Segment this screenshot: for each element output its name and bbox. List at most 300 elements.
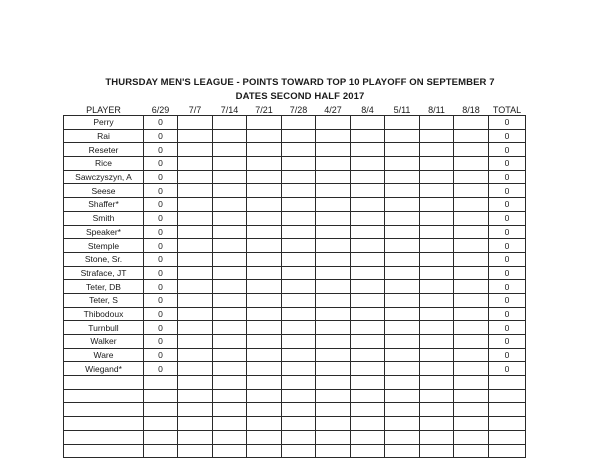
points-cell [351,444,385,458]
points-cell [213,307,247,321]
column-header-date: 7/14 [220,105,239,115]
total-cell [489,376,526,390]
column-header-player: PLAYER [86,105,121,115]
points-cell [351,225,385,239]
points-cell [351,417,385,431]
points-cell [178,252,213,266]
points-cell [351,280,385,294]
points-cell [247,170,282,184]
points-cell: 0 [144,348,178,362]
points-cell [213,335,247,349]
points-cell [213,170,247,184]
points-cell [282,239,316,253]
player-name-cell [64,444,144,458]
points-cell [178,362,213,376]
points-cell [351,403,385,417]
table-row [64,225,526,239]
points-cell [213,348,247,362]
points-cell [178,417,213,431]
player-name-cell: Seese [64,184,144,198]
points-cell [213,129,247,143]
total-cell: 0 [489,211,526,225]
points-cell [454,198,489,212]
points-cell [144,376,178,390]
points-cell [385,252,420,266]
total-cell: 0 [489,280,526,294]
points-cell [385,417,420,431]
table-row [64,129,526,143]
points-cell [316,293,351,307]
column-header-date: 7/28 [289,105,308,115]
points-cell [213,116,247,130]
points-cell [351,430,385,444]
points-cell [420,252,454,266]
player-name-cell: Teter, S [64,293,144,307]
points-cell [282,321,316,335]
points-cell [213,143,247,157]
points-cell [454,307,489,321]
table-row [64,211,526,225]
total-cell: 0 [489,239,526,253]
points-cell [178,157,213,171]
points-cell [351,321,385,335]
points-cell [213,430,247,444]
points-cell [316,266,351,280]
points-cell [351,266,385,280]
points-cell [351,184,385,198]
sheet-subtitle: DATES SECOND HALF 2017 [235,91,365,102]
points-cell [247,444,282,458]
points-cell [178,389,213,403]
points-cell: 0 [144,116,178,130]
points-cell [178,321,213,335]
player-name-cell: Straface, JT [64,266,144,280]
points-cell [247,417,282,431]
points-cell [385,280,420,294]
points-cell: 0 [144,129,178,143]
points-cell [316,116,351,130]
points-cell [213,362,247,376]
total-cell: 0 [489,116,526,130]
points-cell: 0 [144,362,178,376]
points-cell [351,389,385,403]
points-cell [454,293,489,307]
points-cell [420,362,454,376]
points-cell [247,129,282,143]
player-name-cell [64,430,144,444]
player-name-cell: Turnbull [64,321,144,335]
points-cell: 0 [144,252,178,266]
total-cell: 0 [489,129,526,143]
points-cell [178,116,213,130]
points-cell [316,348,351,362]
player-name-cell [64,376,144,390]
points-cell [454,157,489,171]
points-cell [420,143,454,157]
points-cell [420,211,454,225]
points-cell [385,211,420,225]
player-name-cell [64,389,144,403]
points-cell [247,321,282,335]
player-name-cell: Thibodoux [64,307,144,321]
points-cell [178,293,213,307]
points-cell [420,184,454,198]
points-cell [351,143,385,157]
points-cell [454,362,489,376]
points-cell [247,348,282,362]
table-row [64,335,526,349]
points-cell [178,225,213,239]
points-cell [316,129,351,143]
points-cell [213,321,247,335]
player-name-cell: Speaker* [64,225,144,239]
points-table [63,102,526,458]
points-cell [385,362,420,376]
points-cell [282,403,316,417]
points-cell [247,362,282,376]
total-cell: 0 [489,170,526,184]
points-cell [282,362,316,376]
points-cell [247,335,282,349]
points-cell [351,129,385,143]
player-name-cell: Ware [64,348,144,362]
points-cell: 0 [144,143,178,157]
points-cell [247,157,282,171]
points-cell [420,266,454,280]
points-cell [420,170,454,184]
points-cell [385,266,420,280]
points-cell [144,444,178,458]
points-cell [454,170,489,184]
total-cell [489,389,526,403]
player-name-cell [64,417,144,431]
points-cell [247,198,282,212]
points-cell [385,184,420,198]
points-cell [351,239,385,253]
points-cell [247,403,282,417]
points-cell [385,403,420,417]
player-name-cell: Reseter [64,143,144,157]
table-row [64,430,526,444]
points-cell [316,211,351,225]
points-cell [351,376,385,390]
points-cell [454,280,489,294]
points-cell [454,335,489,349]
points-cell [420,225,454,239]
points-cell: 0 [144,307,178,321]
points-cell [178,129,213,143]
points-cell [213,376,247,390]
points-cell [213,239,247,253]
points-cell: 0 [144,266,178,280]
total-cell: 0 [489,362,526,376]
points-cell [454,143,489,157]
points-cell [385,376,420,390]
points-cell [454,116,489,130]
points-cell [420,376,454,390]
points-cell [282,389,316,403]
points-cell [213,417,247,431]
points-cell [385,348,420,362]
points-cell: 0 [144,211,178,225]
table-row [64,293,526,307]
points-cell [316,389,351,403]
points-cell [213,184,247,198]
points-cell [454,239,489,253]
points-cell [316,403,351,417]
column-header-date: 7/7 [188,105,202,115]
points-cell [144,403,178,417]
points-cell [282,157,316,171]
points-cell [316,198,351,212]
points-cell [420,116,454,130]
points-cell [247,430,282,444]
points-cell [247,376,282,390]
points-cell [282,444,316,458]
points-cell [247,252,282,266]
points-cell [178,280,213,294]
total-cell: 0 [489,157,526,171]
points-cell [282,225,316,239]
points-cell [316,239,351,253]
points-cell [454,184,489,198]
points-cell [282,376,316,390]
points-cell [213,225,247,239]
points-cell [420,335,454,349]
points-cell [282,129,316,143]
table-row [64,143,526,157]
total-cell [489,417,526,431]
total-cell [489,444,526,458]
points-cell [282,211,316,225]
points-cell [454,252,489,266]
points-cell [420,307,454,321]
points-cell [282,293,316,307]
table-row [64,444,526,458]
table-row [64,252,526,266]
points-cell [420,430,454,444]
table-row [64,362,526,376]
points-cell [144,389,178,403]
points-cell [385,389,420,403]
player-name-cell: Stemple [64,239,144,253]
points-cell [420,280,454,294]
points-cell [454,266,489,280]
table-row [64,170,526,184]
points-cell [213,403,247,417]
points-cell [454,444,489,458]
points-cell [385,307,420,321]
table-row [64,348,526,362]
points-cell [213,293,247,307]
table-row [64,116,526,130]
points-cell [282,116,316,130]
points-cell [385,430,420,444]
table-row [64,417,526,431]
points-cell [385,170,420,184]
points-cell [282,280,316,294]
points-cell: 0 [144,293,178,307]
points-cell: 0 [144,280,178,294]
points-cell [247,225,282,239]
points-cell [178,403,213,417]
points-cell [351,293,385,307]
points-cell [454,403,489,417]
points-cell [385,157,420,171]
player-name-cell: Rice [64,157,144,171]
points-cell [454,225,489,239]
points-cell [178,198,213,212]
points-cell [178,376,213,390]
column-header-date: 8/11 [428,105,445,115]
points-cell [247,280,282,294]
points-cell [282,348,316,362]
points-cell [316,184,351,198]
points-cell [247,116,282,130]
column-header-date: 4/27 [324,105,342,115]
column-header-date: 6/29 [151,105,170,115]
points-cell: 0 [144,321,178,335]
points-cell [247,211,282,225]
points-cell [282,143,316,157]
points-cell: 0 [144,335,178,349]
points-cell [420,239,454,253]
points-cell [420,129,454,143]
points-cell [213,444,247,458]
points-cell [178,430,213,444]
points-cell [178,184,213,198]
points-cell [351,211,385,225]
points-cell [213,211,247,225]
points-cell [385,321,420,335]
points-cell [178,211,213,225]
points-cell [351,170,385,184]
points-cell: 0 [144,184,178,198]
points-cell [213,280,247,294]
column-header-date: 5/11 [393,105,411,115]
header-row [64,102,526,116]
points-cell [420,444,454,458]
table-row [64,280,526,294]
points-cell [385,129,420,143]
points-cell [316,307,351,321]
points-cell [178,335,213,349]
column-header-date: 7/21 [255,105,273,115]
points-cell [178,266,213,280]
points-cell [178,239,213,253]
points-cell [454,348,489,362]
player-name-cell: Smith [64,211,144,225]
points-cell [385,116,420,130]
points-cell [282,184,316,198]
points-cell [247,184,282,198]
points-cell [420,403,454,417]
points-cell [420,198,454,212]
table-row [64,266,526,280]
points-cell [316,143,351,157]
total-cell: 0 [489,307,526,321]
points-cell [282,335,316,349]
total-cell: 0 [489,143,526,157]
points-cell: 0 [144,225,178,239]
player-name-cell: Shaffer* [64,198,144,212]
points-cell [454,129,489,143]
table-row [64,376,526,390]
points-cell [454,211,489,225]
points-cell [178,307,213,321]
points-cell [247,389,282,403]
points-cell [385,293,420,307]
points-cell [213,389,247,403]
points-cell [247,266,282,280]
points-cell [385,143,420,157]
points-cell [316,252,351,266]
table-row [64,403,526,417]
total-cell [489,403,526,417]
points-cell [144,417,178,431]
points-cell [144,430,178,444]
total-cell: 0 [489,266,526,280]
points-cell [454,389,489,403]
points-cell [454,417,489,431]
column-header-total: TOTAL [492,105,522,115]
points-cell [282,252,316,266]
points-cell [351,198,385,212]
points-cell [316,444,351,458]
points-cell [316,430,351,444]
sheet-title: THURSDAY MEN'S LEAGUE - POINTS TOWARD TOP 10 PLAYOFF ON SEPTEMBER 7 [105,77,495,88]
points-cell [316,280,351,294]
points-cell [316,376,351,390]
total-cell: 0 [489,225,526,239]
points-cell [454,430,489,444]
points-cell [420,321,454,335]
points-cell [213,252,247,266]
points-cell [282,430,316,444]
points-cell [351,362,385,376]
player-name-cell [64,403,144,417]
points-cell [178,348,213,362]
points-cell [316,225,351,239]
points-cell: 0 [144,198,178,212]
points-cell [420,348,454,362]
points-cell [282,170,316,184]
points-cell [213,198,247,212]
points-cell [247,293,282,307]
points-cell [178,143,213,157]
player-name-cell: Sawczyszyn, A [64,170,144,184]
points-cell [454,376,489,390]
player-name-cell: Wiegand* [64,362,144,376]
points-cell [316,321,351,335]
points-cell [316,170,351,184]
player-name-cell: Perry [64,116,144,130]
column-header-date: 8/4 [361,105,374,115]
points-cell: 0 [144,239,178,253]
total-cell [489,430,526,444]
total-cell: 0 [489,348,526,362]
table-row [64,389,526,403]
points-cell [282,266,316,280]
total-cell: 0 [489,252,526,266]
column-header-date: 8/18 [462,105,480,115]
points-cell [213,157,247,171]
points-cell [420,389,454,403]
total-cell: 0 [489,184,526,198]
table-row [64,157,526,171]
points-cell [247,143,282,157]
total-cell: 0 [489,335,526,349]
